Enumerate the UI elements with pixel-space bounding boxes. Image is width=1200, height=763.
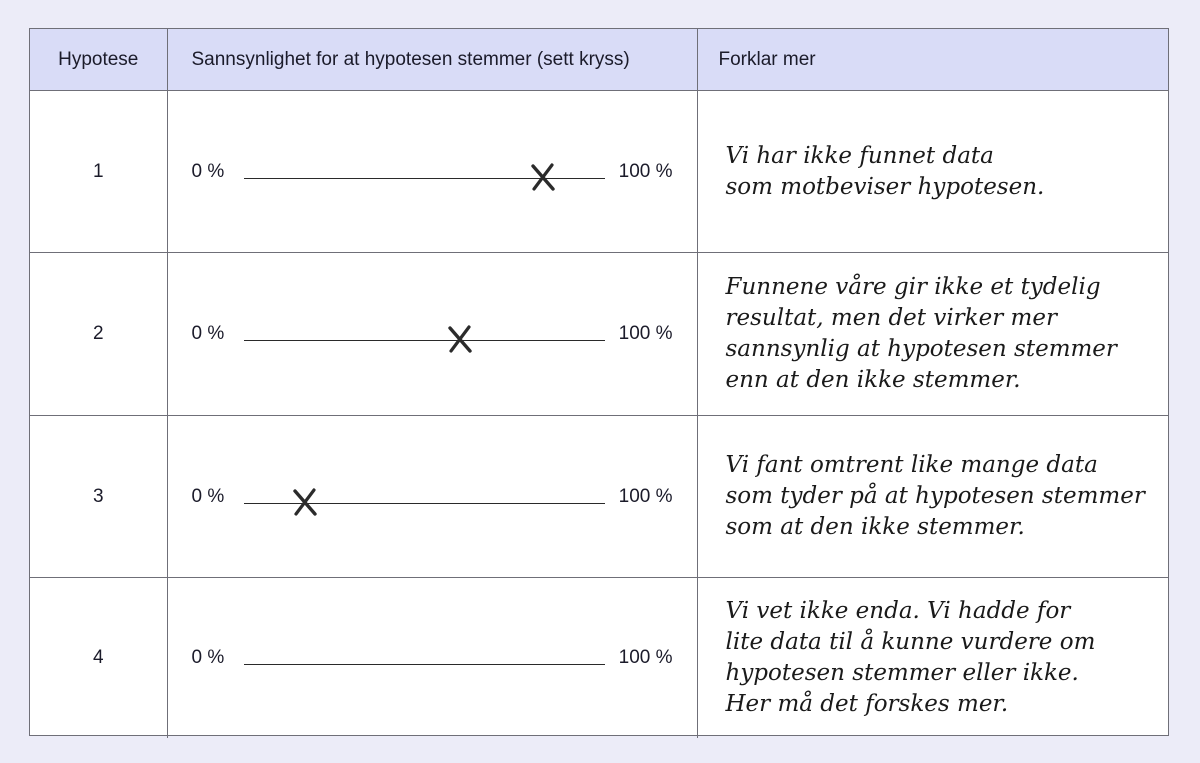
- explain-line: som motbeviser hypotesen.: [725, 173, 1045, 200]
- probability-scale[interactable]: [192, 314, 673, 354]
- header-probability: Sannsynlighet for at hypotesen stemmer (sett kryss): [167, 29, 697, 91]
- scale-line[interactable]: [244, 340, 605, 341]
- header-row: [30, 29, 1168, 91]
- hypothesis-number: 4: [30, 578, 167, 739]
- probability-scale[interactable]: [192, 638, 673, 678]
- hypothesis-number: 1: [30, 91, 167, 253]
- explain-cell[interactable]: [697, 253, 1168, 416]
- scale-max-label: 100 %: [618, 647, 673, 668]
- explain-line: Vi vet ikke enda. Vi hadde for: [725, 598, 1071, 624]
- probability-cell: [167, 91, 697, 253]
- cross-mark-icon[interactable]: [529, 162, 557, 192]
- scale-max-label: 100 %: [618, 160, 673, 182]
- explain-line: resultat, men det virker mer: [725, 305, 1057, 331]
- header-hypothesis: Hypotese: [30, 29, 167, 91]
- hypothesis-grid: [30, 29, 1168, 738]
- explain-line: som at den ikke stemmer.: [725, 514, 1025, 540]
- explain-line: enn at den ikke stemmer.: [725, 367, 1021, 393]
- table-row: [30, 578, 1168, 739]
- scale-min-label: 0 %: [191, 485, 225, 507]
- table-row: [30, 253, 1168, 416]
- probability-scale[interactable]: [192, 152, 673, 192]
- probability-cell: [167, 578, 697, 739]
- explain-line: Funnene våre gir ikke et tydelig: [725, 274, 1101, 300]
- cross-mark-icon[interactable]: [291, 487, 319, 517]
- explain-line: Vi fant omtrent like mange data: [725, 452, 1098, 478]
- explain-line: lite data til å kunne vurdere om: [725, 629, 1096, 655]
- scale-line[interactable]: [244, 664, 605, 665]
- probability-cell: [167, 253, 697, 416]
- explain-line: som tyder på at hypotesen stemmer: [725, 483, 1145, 509]
- explain-line: hypotesen stemmer eller ikke.: [725, 660, 1079, 686]
- explain-cell[interactable]: [697, 578, 1168, 739]
- explain-cell[interactable]: [697, 91, 1168, 253]
- table-row: [30, 416, 1168, 578]
- probability-cell: [167, 416, 697, 578]
- scale-min-label: 0 %: [191, 323, 225, 344]
- table-row: [30, 91, 1168, 253]
- header-explain: Forklar mer: [697, 29, 1168, 91]
- explain-line: Her må det forskes mer.: [725, 691, 1009, 717]
- hypothesis-number: 2: [30, 253, 167, 416]
- probability-scale[interactable]: [192, 477, 673, 517]
- hypothesis-table: [29, 28, 1169, 736]
- scale-min-label: 0 %: [191, 160, 225, 182]
- explain-line: Vi har ikke funnet data: [725, 142, 994, 169]
- cross-mark-icon[interactable]: [446, 324, 474, 354]
- explain-line: sannsynlig at hypotesen stemmer: [725, 336, 1117, 362]
- scale-min-label: 0 %: [191, 647, 225, 668]
- explain-cell[interactable]: [697, 416, 1168, 578]
- hypothesis-number: 3: [30, 416, 167, 578]
- scale-max-label: 100 %: [618, 485, 673, 507]
- scale-max-label: 100 %: [618, 323, 673, 344]
